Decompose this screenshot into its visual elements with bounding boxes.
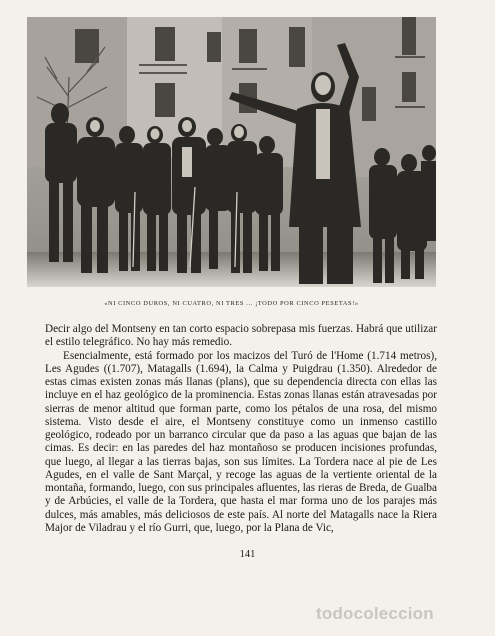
page-number: 141 [239, 549, 256, 560]
body-text [45, 323, 437, 535]
watermark: todocoleccion [316, 604, 434, 623]
street-scene-photograph [27, 17, 436, 287]
photo-caption: «NI CINCO DUROS, NI CUATRO, NI TRES ... ¡TODO POR CINCO PESETAS!» [104, 300, 359, 307]
paragraph: Esencialmente, está formado por los macizos del Turó de l'Home (1.714 metros), Les Agudes ((1.707), Matagalls (1.694), la Calma y Puigdrau (1.350). Alrededor de estas cimas existen zonas más llanas (plans), que su dependencia directa con ellas las incluye en el haz geológico de la prominencia. Estas zonas llanas están atravesadas por sierras de menor altitud que forman parte, como los pétalos de una rosa, del mismo sistema. Visto desde el aire, el Montseny constituye como un inmenso castillo geológico, rodeado por un barranco circular que da paso a las aguas que bajan de las cimas. Es decir: en las paredes del haz montañoso se producen incisiones profundas, que luego, al llegar a las tierras bajas, son sus límites. La Tordera nace al pie de Les Agudes, en el valle de Sant Marçal, y recoge las aguas de la vertiente oriental de la montaña, formando, luego, con sus principales afluentes, las rieras de Breda, de Gualba y de Arbúcies, el valle de la Tordera, que hasta el mar forma uno de los parajes más dulces, más amables, más deliciosos de este país. Al norte del Matagalls nace la Riera Major de Viladrau y el río Gurri, que, luego, por la Plana de Vic, [45, 349, 437, 534]
paragraph: Decir algo del Montseny en tan corto espacio sobrepasa mis fuerzas. Habrá que utilizar el estilo telegráfico. No hay más remedio. [45, 323, 437, 349]
